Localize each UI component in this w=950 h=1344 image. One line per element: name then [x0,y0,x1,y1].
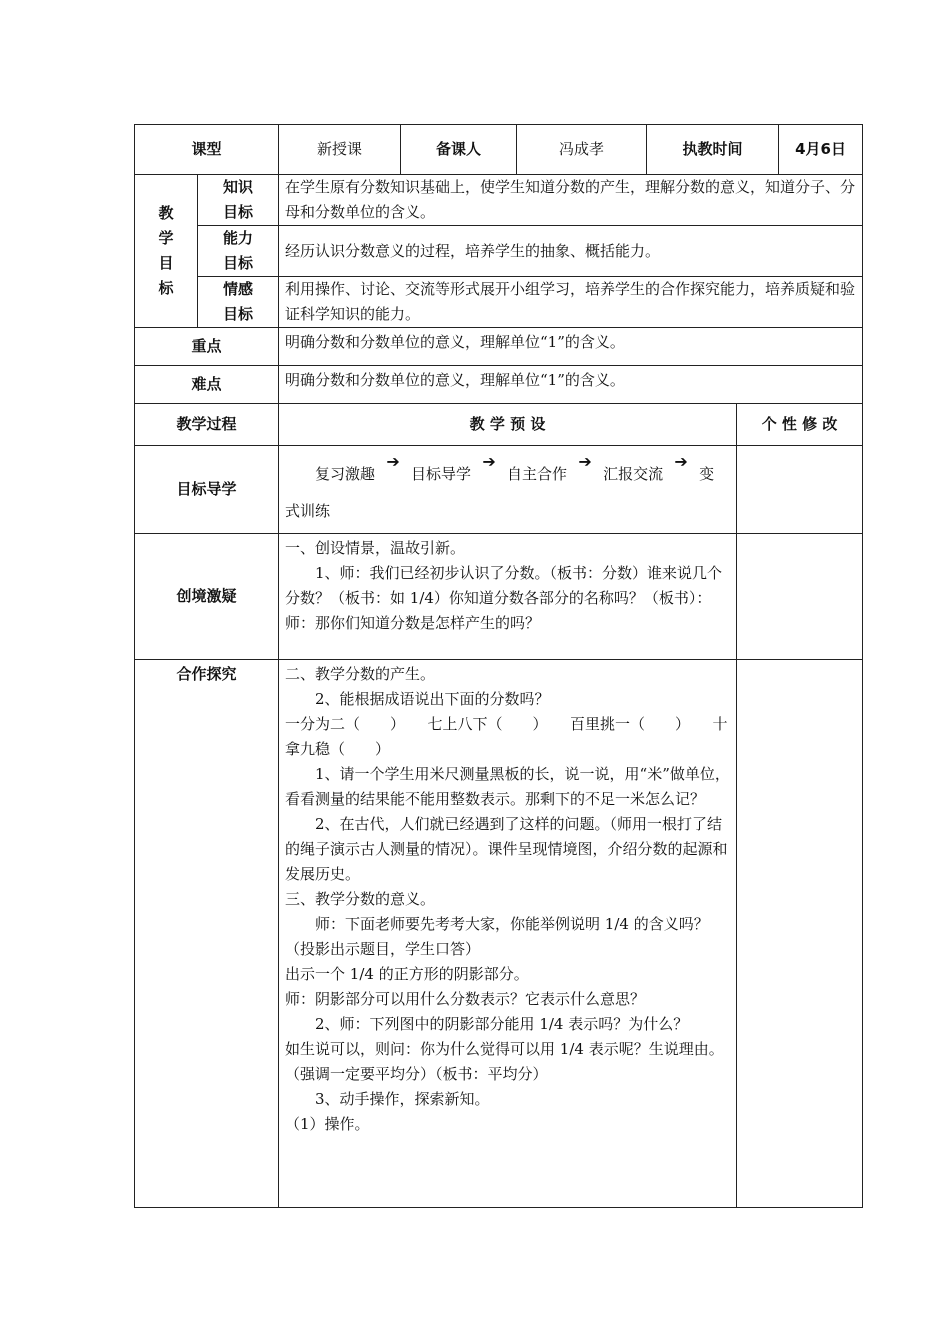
guide-flow [285,452,730,487]
ability-objective-text: 经历认识分数意义的过程，培养学生的抽象、概括能力。 [279,226,863,277]
arrow-right-icon: ➔ [482,452,496,471]
difficulty-row [135,366,863,404]
create-line: 一、创设情景，温故引新。 [285,539,466,557]
knowledge-objective-text: 在学生原有分数知识基础上，使学生知道分数的产生，理解分数的意义，知道分子、分母和分数单位的含义。 [279,175,863,226]
objective-row-emotion [135,277,863,328]
guide-revision-cell [737,446,863,534]
guide-row [135,446,863,534]
emotion-objective-text: 利用操作、讨论、交流等形式展开小组学习，培养学生的合作探究能力，培养质疑和验证科学知识的能力。 [279,277,863,328]
create-row [135,534,863,660]
flow-step: 目标导学 [411,465,472,483]
create-content [279,534,737,660]
arrow-right-icon: ➔ [386,452,400,471]
explore-line: 如生说可以，则问：你为什么觉得可以用 1/4 表示呢？生说理由。 [285,1040,724,1058]
difficulty-text: 明确分数和分数单位的意义，理解单位“1”的含义。 [279,366,863,404]
header-row [135,125,863,175]
guide-label: 目标导学 [135,446,279,534]
objectives-group-label: 教 学 目 标 [135,175,198,328]
explore-line: 2、师：下列图中的阴影部分能用 1/4 表示吗？为什么？ [315,1015,689,1033]
flow-step: 复习激趣 [315,465,376,483]
lesson-type-value: 新授课 [279,125,401,175]
explore-line: 师：阴影部分可以用什么分数表示？它表示什么意思？ [285,990,646,1008]
date-label: 执教时间 [647,125,779,175]
objective-row-knowledge [135,175,863,226]
arrow-right-icon: ➔ [578,452,592,471]
explore-revision-cell [737,660,863,1208]
key-point-row [135,328,863,366]
flow-step: 变 [699,465,715,483]
explore-line: 二、教学分数的产生。 [285,665,436,683]
explore-line: 三、教学分数的意义。 [285,890,436,908]
process-header-row [135,404,863,446]
explore-line: 出示一个 1/4 的正方形的阴影部分。 [285,965,529,983]
knowledge-objective-label: 知识 目标 [198,175,279,226]
ability-objective-label: 能力 目标 [198,226,279,277]
explore-line: 2、在古代，人们就已经遇到了这样的问题。（师用一根打了结的绳子演示古人测量的情况）。课件呈现情境图，介绍分数的起源和发展历史。 [285,815,728,883]
revision-column-header: 个 性 修 改 [737,404,863,446]
explore-line: 一分为二（ ） 七上八下（ ） 百里挑一（ ） 十拿九稳（ ） [285,715,728,758]
create-revision-cell [737,534,863,660]
key-point-label: 重点 [135,328,279,366]
objective-row-ability [135,226,863,277]
flow-step: 汇报交流 [603,465,664,483]
explore-line: （1）操作。 [285,1115,370,1133]
create-line: 1、师：我们已经初步认识了分数。（板书：分数）谁来说几个分数？（板书：如 1/4）你知道分数各部分的名称吗？（板书）：师：那你们知道分数是怎样产生的吗？ [285,564,723,632]
plan-column-header: 教 学 预 设 [279,404,737,446]
emotion-objective-label: 情感 目标 [198,277,279,328]
preparer-value: 冯成孝 [517,125,647,175]
lesson-type-label: 课型 [135,125,279,175]
explore-line: 1、请一个学生用米尺测量黑板的长，说一说，用“米”做单位，看看测量的结果能不能用整数表示。那剩下的不足一米怎么记？ [285,765,730,808]
explore-row [135,660,863,1208]
preparer-label: 备课人 [401,125,517,175]
flow-step: 自主合作 [507,465,568,483]
explore-label: 合作探究 [135,660,279,1208]
create-label: 创境激疑 [135,534,279,660]
explore-content [279,660,737,1208]
date-value: 4月6日 [779,125,863,175]
arrow-right-icon: ➔ [674,452,688,471]
flow-tail: 式训练 [285,502,331,520]
explore-line: 3、动手操作，探索新知。 [315,1090,490,1108]
explore-line: （强调一定要平均分）（板书：平均分） [285,1065,548,1083]
explore-line: 2、能根据成语说出下面的分数吗？ [315,690,550,708]
lesson-plan-table [134,124,863,1208]
key-point-text: 明确分数和分数单位的意义，理解单位“1”的含义。 [279,328,863,366]
guide-flow-cell [279,446,737,534]
process-column-header: 教学过程 [135,404,279,446]
difficulty-label: 难点 [135,366,279,404]
explore-line: 师：下面老师要先考考大家，你能举例说明 1/4 的含义吗？（投影出示题目，学生口答） [285,915,709,958]
